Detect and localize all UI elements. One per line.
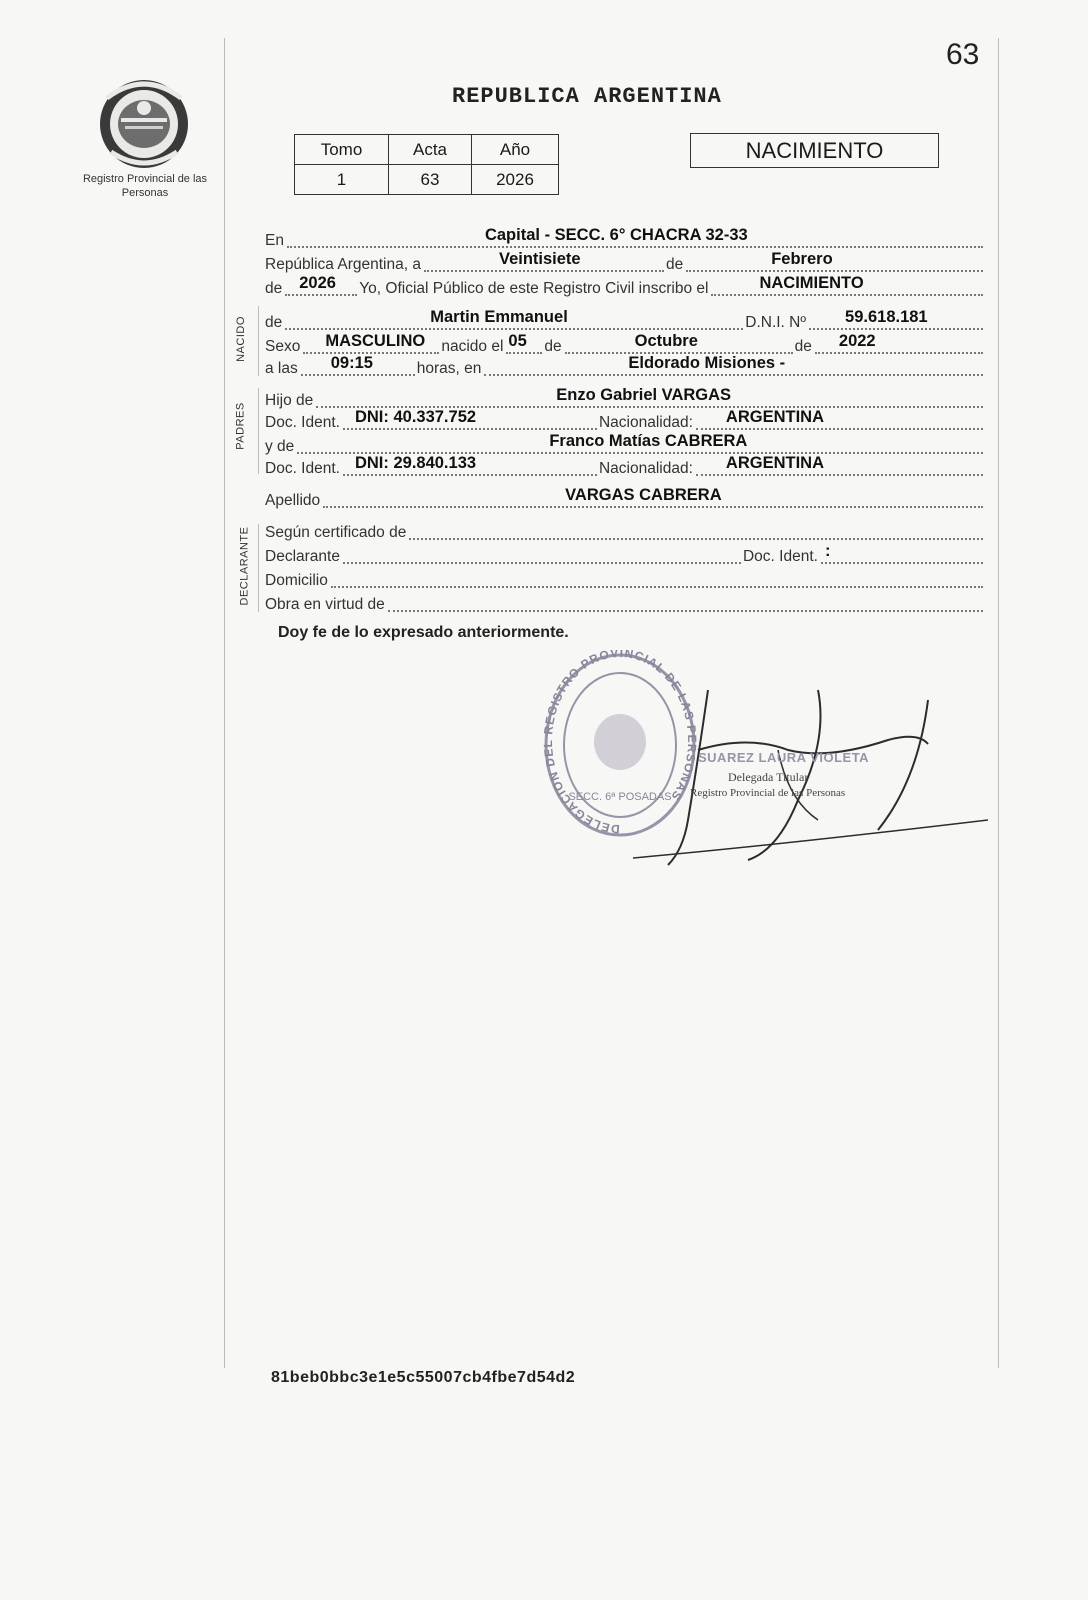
field-en xyxy=(287,224,983,248)
label-nacionalidad-1: Nacionalidad: xyxy=(598,414,693,431)
value-mes: Febrero xyxy=(771,250,833,268)
value-anio-nac: 2022 xyxy=(838,332,876,350)
field-hora xyxy=(301,352,415,376)
value-lugar-nac: Eldorado Misiones - xyxy=(628,354,786,372)
field-inscribo xyxy=(711,272,983,296)
label-de-mes: de xyxy=(544,338,562,355)
label-declarante: Declarante xyxy=(265,548,340,565)
row-padre2-doc xyxy=(265,456,985,480)
label-certificado: Según certificado de xyxy=(265,524,407,541)
value-sexo: MASCULINO xyxy=(325,332,426,350)
value-padre1: Enzo Gabriel VARGAS xyxy=(556,386,732,404)
closing-statement: Doy fe de lo expresado anteriormente. xyxy=(278,624,569,641)
value-doc-padre1: DNI: 40.337.752 xyxy=(354,408,477,426)
field-padre1 xyxy=(316,384,983,408)
value-apellido: VARGAS CABRERA xyxy=(565,486,722,504)
field-lugar-nac xyxy=(484,352,983,376)
value-nac-padre1: ARGENTINA xyxy=(725,408,824,426)
section-divider-declarante xyxy=(258,524,259,612)
registry-name: Registro Provincial de las Personas xyxy=(82,173,208,199)
label-apellido: Apellido xyxy=(265,492,321,509)
signature-office: Registro Provincial de las Personas xyxy=(690,787,846,799)
value-doc-declarante: : xyxy=(824,542,831,560)
right-margin-line xyxy=(998,38,999,1368)
stamp-center-text: SECC. 6ª POSADAS xyxy=(568,791,672,803)
country-title: REPUBLICA ARGENTINA xyxy=(452,84,722,109)
label-de-anio-nac: de xyxy=(794,338,812,355)
field-doc-padre1 xyxy=(343,406,597,430)
document-hash: 81beb0bbc3e1e5c55007cb4fbe7d54d2 xyxy=(271,1369,576,1386)
value-hora: 09:15 xyxy=(330,354,373,372)
row-inscribo xyxy=(265,276,985,300)
field-anio xyxy=(285,272,357,296)
anio-header: Año xyxy=(472,135,559,165)
anio-value: 2026 xyxy=(472,165,559,195)
section-divider-nacido xyxy=(258,306,259,376)
field-padre2 xyxy=(297,430,983,454)
field-dia xyxy=(424,248,664,272)
field-anio-nac xyxy=(815,330,983,354)
field-dni xyxy=(809,306,983,330)
value-doc-padre2: DNI: 29.840.133 xyxy=(354,454,477,472)
label-en: En xyxy=(265,232,284,249)
value-inscribo: NACIMIENTO xyxy=(759,274,864,292)
label-y-de: y de xyxy=(265,438,295,455)
label-doc-ident-declarante: Doc. Ident. xyxy=(742,548,818,565)
field-domicilio xyxy=(331,564,983,588)
label-hijo-de: Hijo de xyxy=(265,392,314,409)
row-apellido xyxy=(265,488,985,512)
side-label-nacido: NACIDO xyxy=(234,316,247,362)
field-doc-padre2 xyxy=(343,452,597,476)
row-obra xyxy=(265,592,985,616)
field-nombre xyxy=(285,306,743,330)
label-doc-ident-1: Doc. Ident. xyxy=(265,414,340,431)
signature-title: Delegada Titular xyxy=(728,770,809,784)
field-mes xyxy=(686,248,983,272)
value-mes-nac: Octubre xyxy=(634,332,698,350)
label-de: de xyxy=(665,256,684,273)
side-label-padres: PADRES xyxy=(234,402,247,450)
value-dia: Veintisiete xyxy=(498,250,581,268)
field-mes-nac xyxy=(565,330,793,354)
label-nacido-el: nacido el xyxy=(441,338,504,355)
acta-header: Acta xyxy=(389,135,472,165)
field-doc-declarante xyxy=(821,540,983,564)
field-nac-padre2 xyxy=(696,452,983,476)
acta-value: 63 xyxy=(389,165,472,195)
label-horas-en: horas, en xyxy=(416,360,482,377)
record-type-box: NACIMIENTO xyxy=(690,133,939,168)
section-divider-padres xyxy=(258,388,259,474)
label-de-anio: de xyxy=(265,280,283,297)
label-domicilio: Domicilio xyxy=(265,572,328,589)
field-obra xyxy=(388,588,983,612)
label-dni: D.N.I. Nº xyxy=(745,314,807,331)
label-republica: República Argentina, a xyxy=(265,256,421,273)
stamp-ring-text: DELEGACION DEL REGISTRO PROVINCIAL DE LAS PERSONAS xyxy=(540,650,700,837)
label-obra: Obra en virtud de xyxy=(265,596,385,613)
field-nac-padre1 xyxy=(696,406,983,430)
page-number: 63 xyxy=(946,38,980,71)
value-nombre: Martin Emmanuel xyxy=(430,308,568,326)
provincial-seal-logo xyxy=(97,78,192,170)
field-certificado xyxy=(409,516,983,540)
value-anio: 2026 xyxy=(299,274,336,292)
reference-value-row xyxy=(295,165,559,195)
value-dia-nac: 05 xyxy=(508,332,527,350)
label-sexo: Sexo xyxy=(265,338,301,355)
tomo-value: 1 xyxy=(295,165,389,195)
value-nac-padre2: ARGENTINA xyxy=(725,454,824,472)
signature-name: SUAREZ LAURA VIOLETA xyxy=(698,750,870,765)
field-declarante xyxy=(343,540,741,564)
tomo-header: Tomo xyxy=(295,135,389,165)
value-dni: 59.618.181 xyxy=(845,308,928,326)
row-hora xyxy=(265,356,985,380)
field-dia-nac xyxy=(506,330,542,354)
label-oficial: Yo, Oficial Público de este Registro Civil inscribo el xyxy=(359,280,709,297)
label-nacionalidad-2: Nacionalidad: xyxy=(598,460,693,477)
field-sexo xyxy=(303,330,439,354)
label-a-las: a las xyxy=(265,360,298,377)
reference-header-row xyxy=(295,135,559,165)
reference-table xyxy=(294,134,559,195)
label-de-nombre: de xyxy=(265,314,283,331)
left-margin-line xyxy=(224,38,225,1368)
field-apellido xyxy=(323,484,983,508)
value-padre2: Franco Matías CABRERA xyxy=(549,432,748,450)
value-lugar: Capital - SECC. 6° CHACRA 32-33 xyxy=(484,226,748,244)
label-doc-ident-2: Doc. Ident. xyxy=(265,460,340,477)
side-label-declarante: DECLARANTE xyxy=(238,526,251,606)
